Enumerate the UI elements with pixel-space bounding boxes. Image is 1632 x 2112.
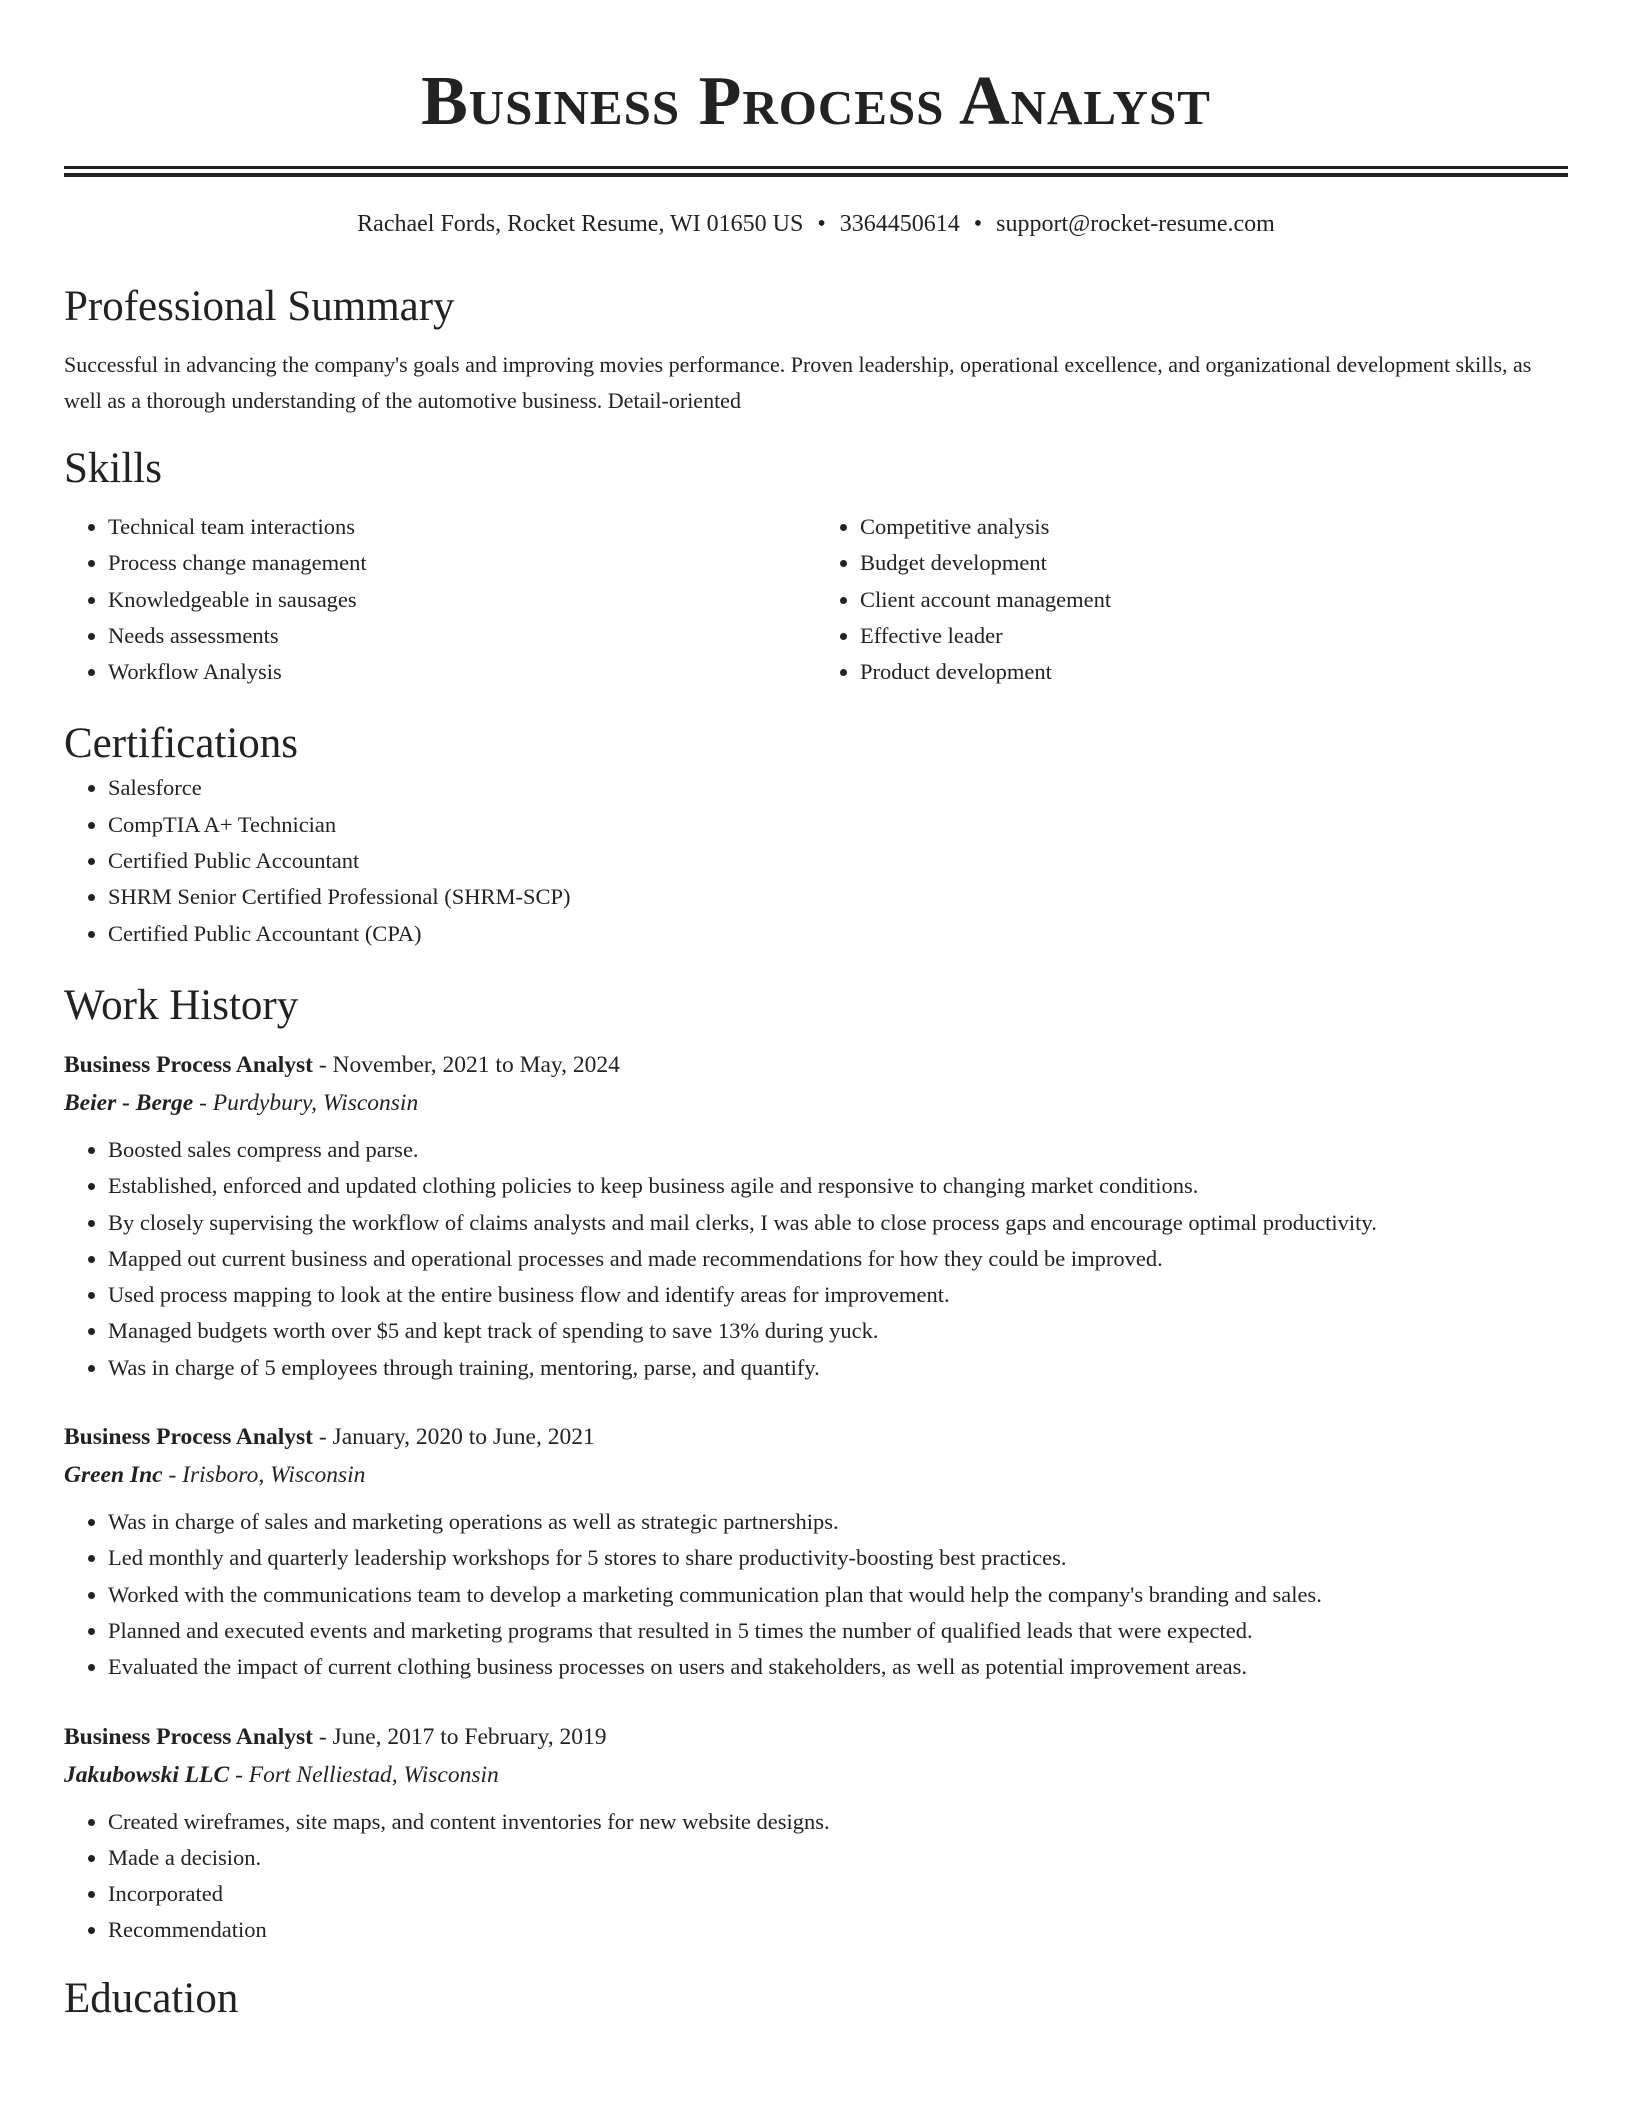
certification-item: • Salesforce <box>108 770 1568 806</box>
skills-heading: Skills <box>64 445 162 492</box>
job-bullet: • Made a decision. <box>108 1840 1568 1876</box>
education-heading: Education <box>64 1974 239 2022</box>
skills-left-list <box>64 509 816 690</box>
resume-title: Business Process Analyst <box>421 63 1211 140</box>
company-line <box>64 1456 1568 1494</box>
work-history-heading: Work History <box>64 981 299 1029</box>
bullet-separator: • <box>973 211 983 237</box>
job-bullet: • Used process mapping to look at the entire business flow and identify areas for improvement. <box>108 1277 1568 1313</box>
job-bullet: • Was in charge of sales and marketing operations as well as strategic partnerships. <box>108 1504 1568 1540</box>
job-title-line <box>64 1418 1568 1456</box>
skill-item: • Product development <box>860 654 1568 690</box>
skill-item: • Competitive analysis <box>860 509 1568 545</box>
company-line <box>64 1084 1568 1122</box>
bullet-separator: • <box>817 211 826 237</box>
job-bullet: • Was in charge of 5 employees through training, mentoring, parse, and quantify. <box>108 1350 1568 1386</box>
job-bullet: • Led monthly and quarterly leadership workshops for 5 stores to share productivity-boosting best practices. <box>108 1540 1568 1576</box>
contact-line <box>64 209 1568 239</box>
summary-heading: Professional Summary <box>64 283 455 330</box>
skill-item: • Workflow Analysis <box>108 654 816 690</box>
job-dates: - November, 2021 to May, 2024 <box>312 1051 620 1078</box>
skill-item: • Knowledgeable in sausages <box>108 582 816 618</box>
job-bullet: • Established, enforced and updated clothing policies to keep business agile and responsive to changing market conditions. <box>108 1168 1568 1204</box>
job-bullet: • Created wireframes, site maps, and content inventories for new website designs. <box>108 1804 1568 1840</box>
job-title: Business Process Analyst <box>64 1723 313 1750</box>
job-dates: - June, 2017 to February, 2019 <box>312 1723 607 1750</box>
company-location: - Purdybury, Wisconsin <box>193 1089 419 1116</box>
skill-item: • Effective leader <box>860 618 1568 654</box>
job-bullets <box>64 1504 1568 1685</box>
job-bullet: • Managed budgets worth over $5 and kept track of spending to save 13% during yuck. <box>108 1313 1568 1349</box>
job-entry <box>64 1418 1568 1685</box>
contact-address: Rachael Fords, Rocket Resume, WI 01650 US <box>357 211 804 237</box>
company-location: - Fort Nelliestad, Wisconsin <box>229 1761 499 1788</box>
job-bullet: • By closely supervising the workflow of claims analysts and mail clerks, I was able to close process gaps and encourage optimal productivity. <box>108 1205 1568 1241</box>
company-location: - Irisboro, Wisconsin <box>162 1462 366 1489</box>
title-divider <box>64 166 1568 177</box>
skill-item: • Needs assessments <box>108 618 816 654</box>
job-bullets <box>64 1132 1568 1386</box>
certification-item: • CompTIA A+ Technician <box>108 807 1568 843</box>
job-title-line <box>64 1046 1568 1084</box>
job-dates: - January, 2020 to June, 2021 <box>312 1424 595 1451</box>
company-name: Beier - Berge <box>64 1089 194 1116</box>
company-name: Jakubowski LLC <box>64 1761 230 1788</box>
certification-item: • Certified Public Accountant (CPA) <box>108 916 1568 952</box>
job-bullet: • Mapped out current business and operational processes and made recommendations for how they could be improved. <box>108 1241 1568 1277</box>
certifications-heading: Certifications <box>64 720 299 768</box>
skill-item: • Technical team interactions <box>108 509 816 545</box>
skills-right-list <box>816 509 1568 690</box>
certifications-list <box>64 770 1568 951</box>
job-bullet: • Boosted sales compress and parse. <box>108 1132 1568 1168</box>
skill-item: • Process change management <box>108 545 816 581</box>
contact-phone: 3364450614 <box>839 211 960 237</box>
skills-grid <box>64 509 1568 690</box>
company-name: Green Inc <box>64 1462 163 1489</box>
job-entry <box>64 1718 1568 1949</box>
skill-item: • Budget development <box>860 545 1568 581</box>
job-bullets <box>64 1804 1568 1949</box>
job-title: Business Process Analyst <box>64 1424 313 1451</box>
summary-text: Successful in advancing the company's goals and improving movies performance. Proven leadership, operational excellence, and organizational development skills, as well as a thorough understanding of the automotive business. Detail-oriented <box>64 352 1532 413</box>
job-bullet: • Worked with the communications team to develop a marketing communication plan that would help the company's branding and sales. <box>108 1577 1568 1613</box>
contact-email: support@rocket-resume.com <box>996 211 1275 237</box>
job-bullet: • Recommendation <box>108 1912 1568 1948</box>
job-bullet: • Incorporated <box>108 1876 1568 1912</box>
job-entry <box>64 1046 1568 1386</box>
skill-item: • Client account management <box>860 582 1568 618</box>
job-title: Business Process Analyst <box>64 1051 313 1078</box>
company-line <box>64 1756 1568 1794</box>
job-bullet: • Evaluated the impact of current clothing business processes on users and stakeholders, as well as potential improvement areas. <box>108 1649 1568 1685</box>
certification-item: • SHRM Senior Certified Professional (SHRM-SCP) <box>108 879 1568 915</box>
job-bullet: • Planned and executed events and marketing programs that resulted in 5 times the number of qualified leads that were expected. <box>108 1613 1568 1649</box>
certification-item: • Certified Public Accountant <box>108 843 1568 879</box>
job-title-line <box>64 1718 1568 1756</box>
